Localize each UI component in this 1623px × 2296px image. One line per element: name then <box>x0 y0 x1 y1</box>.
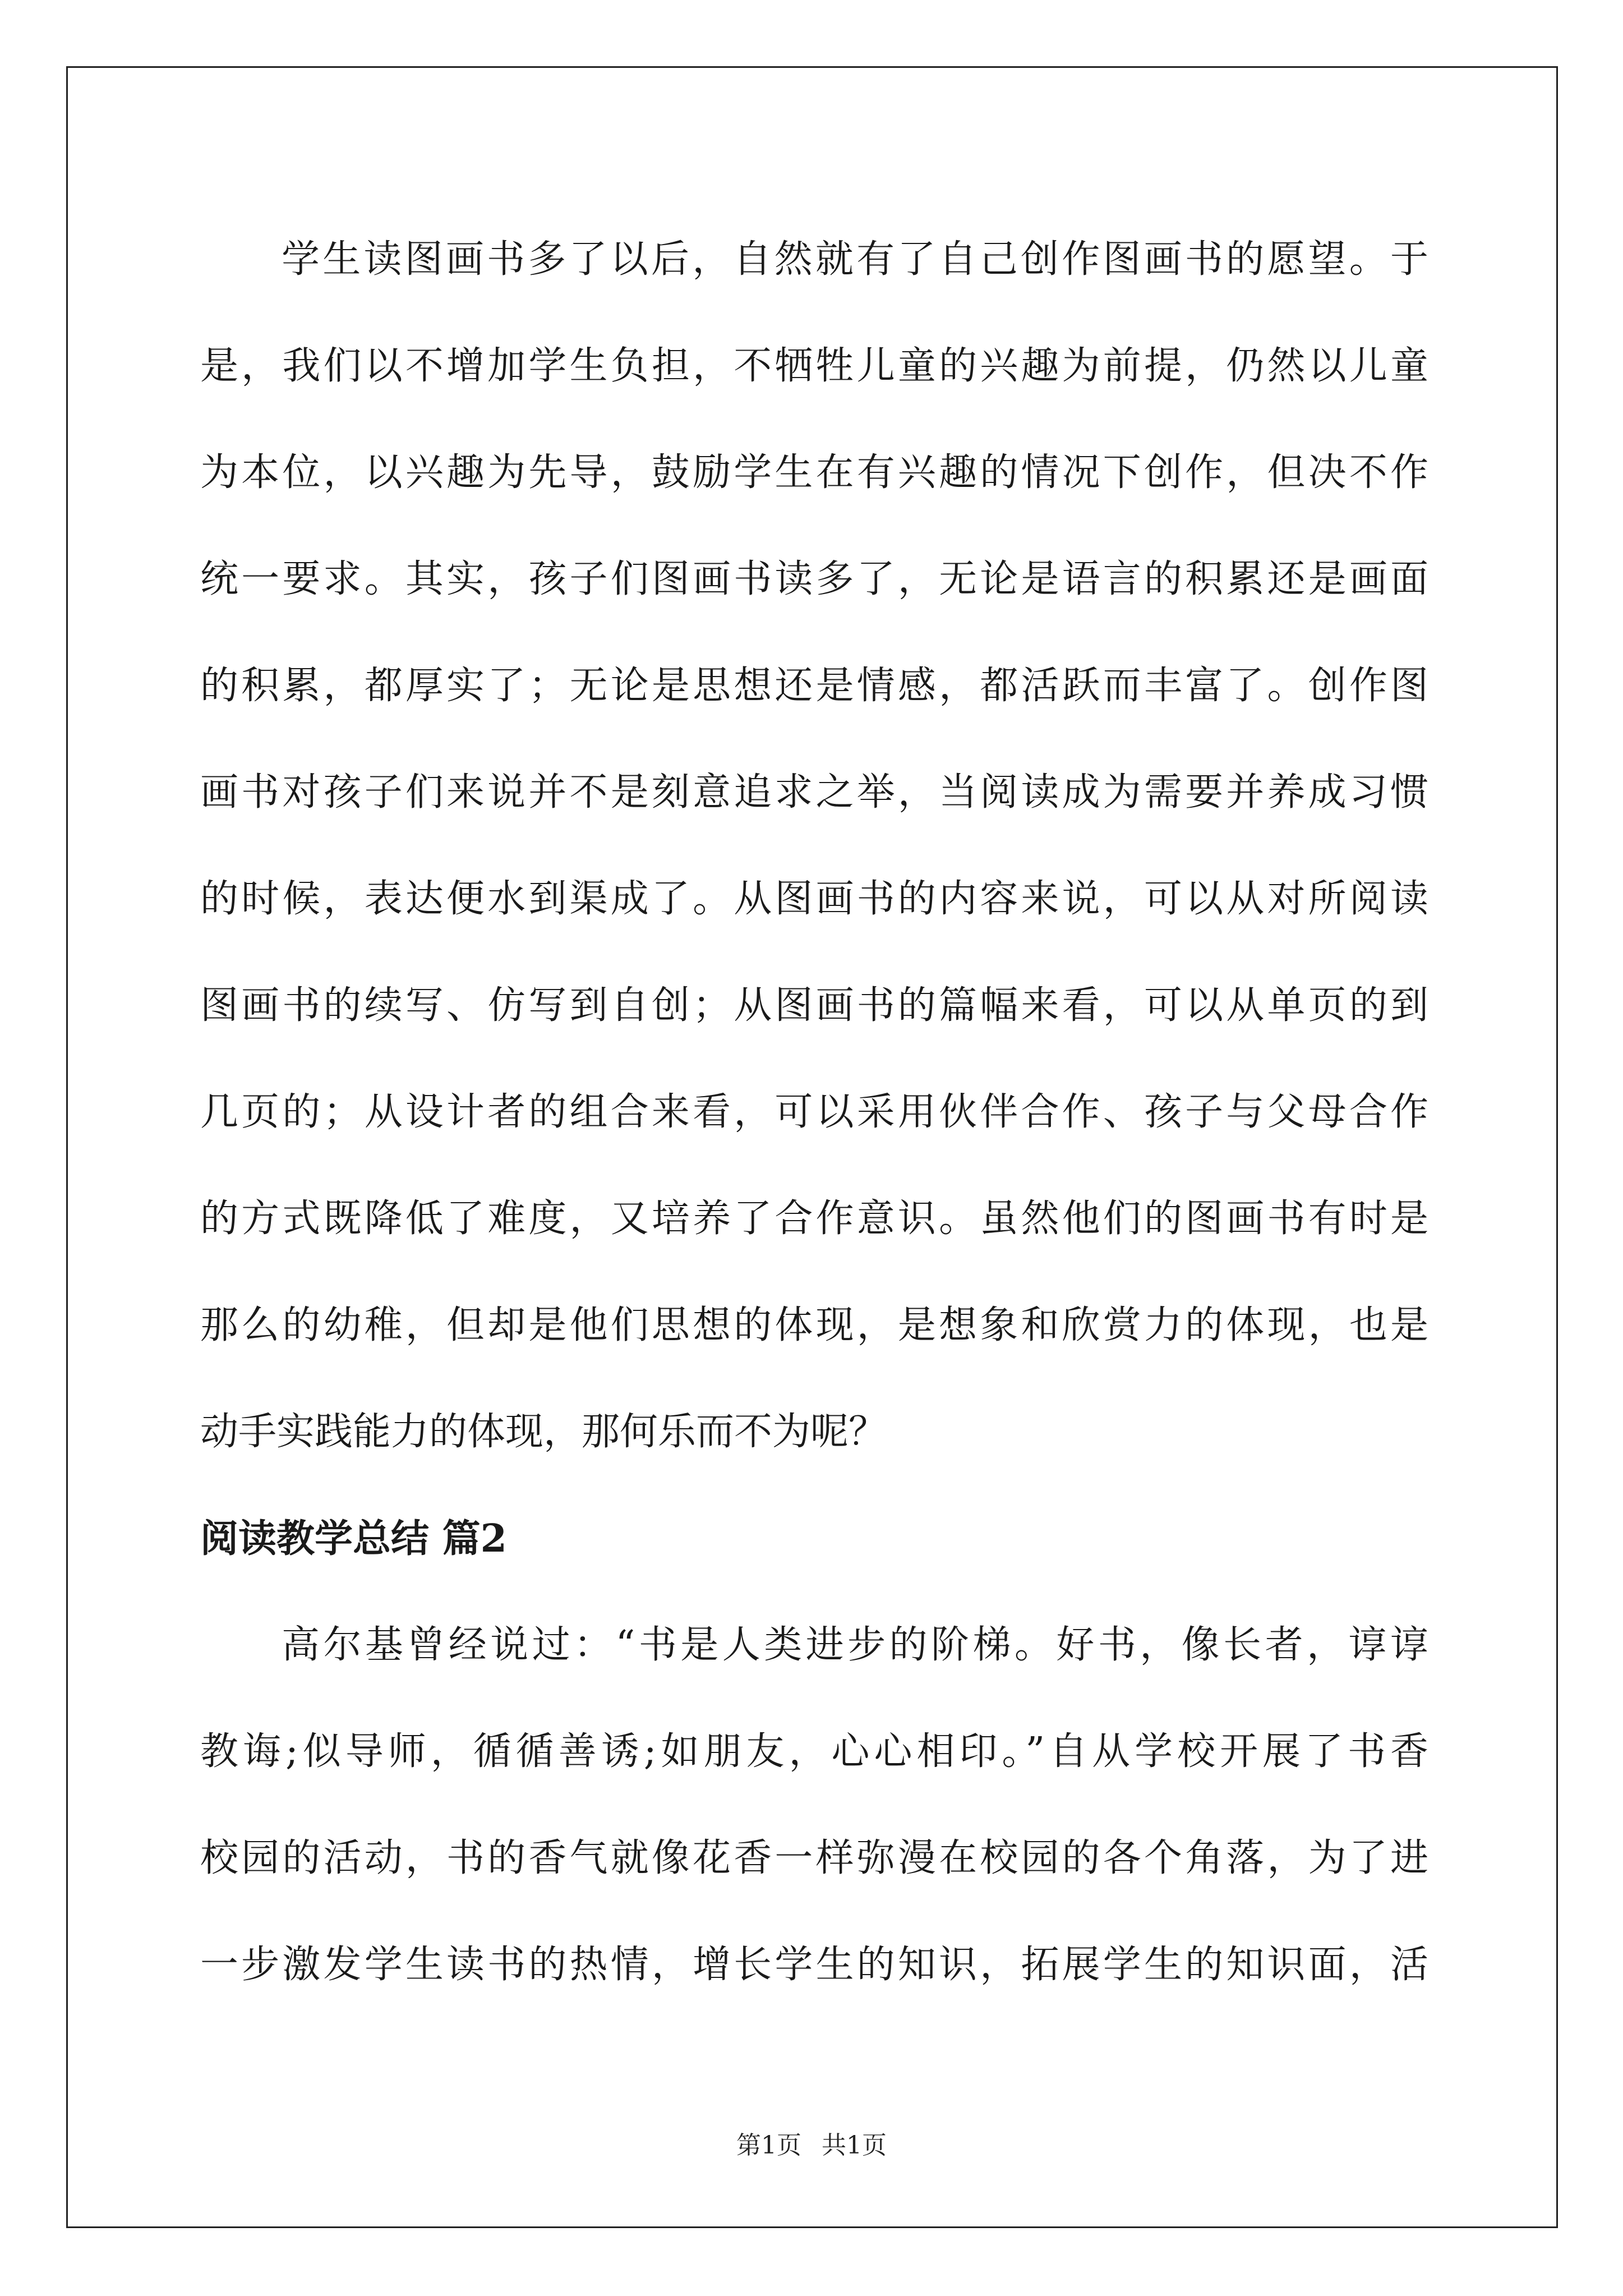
text-line: 几页的；从设计者的组合来看，可以采用伙伴合作、孩子与父母合作 <box>200 1090 1428 1134</box>
text-line: 的时候，表达便水到渠成了。从图画书的内容来说，可以从对所阅读 <box>200 877 1428 921</box>
paragraph-2 <box>200 1592 1428 2018</box>
page-number: 第1页 <box>736 2131 801 2160</box>
text-line: 的积累，都厚实了；无论是思想还是情感，都活跃而丰富了。创作图 <box>200 664 1428 708</box>
text-line: 那么的幼稚，但却是他们思想的体现，是想象和欣赏力的体现，也是 <box>200 1303 1428 1347</box>
text-line: 的方式既降低了难度，又培养了合作意识。虽然他们的图画书有时是 <box>200 1197 1428 1241</box>
paragraph-1 <box>200 206 1428 1485</box>
text-line: 一步激发学生读书的热情，增长学生的知识，拓展学生的知识面，活 <box>200 1943 1428 1987</box>
text-line: 画书对孩子们来说并不是刻意追求之举，当阅读成为需要并养成习惯 <box>200 770 1428 815</box>
text-line: 为本位，以兴趣为先导，鼓励学生在有兴趣的情况下创作，但决不作 <box>200 450 1428 495</box>
text-line: 学生读图画书多了以后，自然就有了自己创作图画书的愿望。于 <box>282 237 1428 282</box>
text-line: 教诲;似导师，循循善诱;如朋友，心心相印。”自从学校开展了书香 <box>200 1729 1428 1774</box>
text-line: 图画书的续写、仿写到自创；从图画书的篇幅来看，可以从单页的到 <box>200 983 1428 1028</box>
text-line: 校园的活动，书的香气就像花香一样弥漫在校园的各个角落，为了进 <box>200 1836 1428 1880</box>
text-line: 是，我们以不增加学生负担，不牺牲儿童的兴趣为前提，仍然以儿童 <box>200 344 1428 388</box>
text-line: 高尔基曾经说过：“书是人类进步的阶梯。好书，像长者，谆谆 <box>282 1623 1428 1667</box>
page-footer <box>0 2129 1623 2162</box>
text-line: 统一要求。其实，孩子们图画书读多了，无论是语言的积累还是画面 <box>200 557 1428 601</box>
page-total: 共1页 <box>822 2131 887 2160</box>
section-heading: 阅读教学总结 篇2 <box>200 1516 507 1561</box>
document-body <box>200 206 1428 2018</box>
text-line: 动手实践能力的体现，那何乐而不为呢？ <box>200 1410 887 1454</box>
